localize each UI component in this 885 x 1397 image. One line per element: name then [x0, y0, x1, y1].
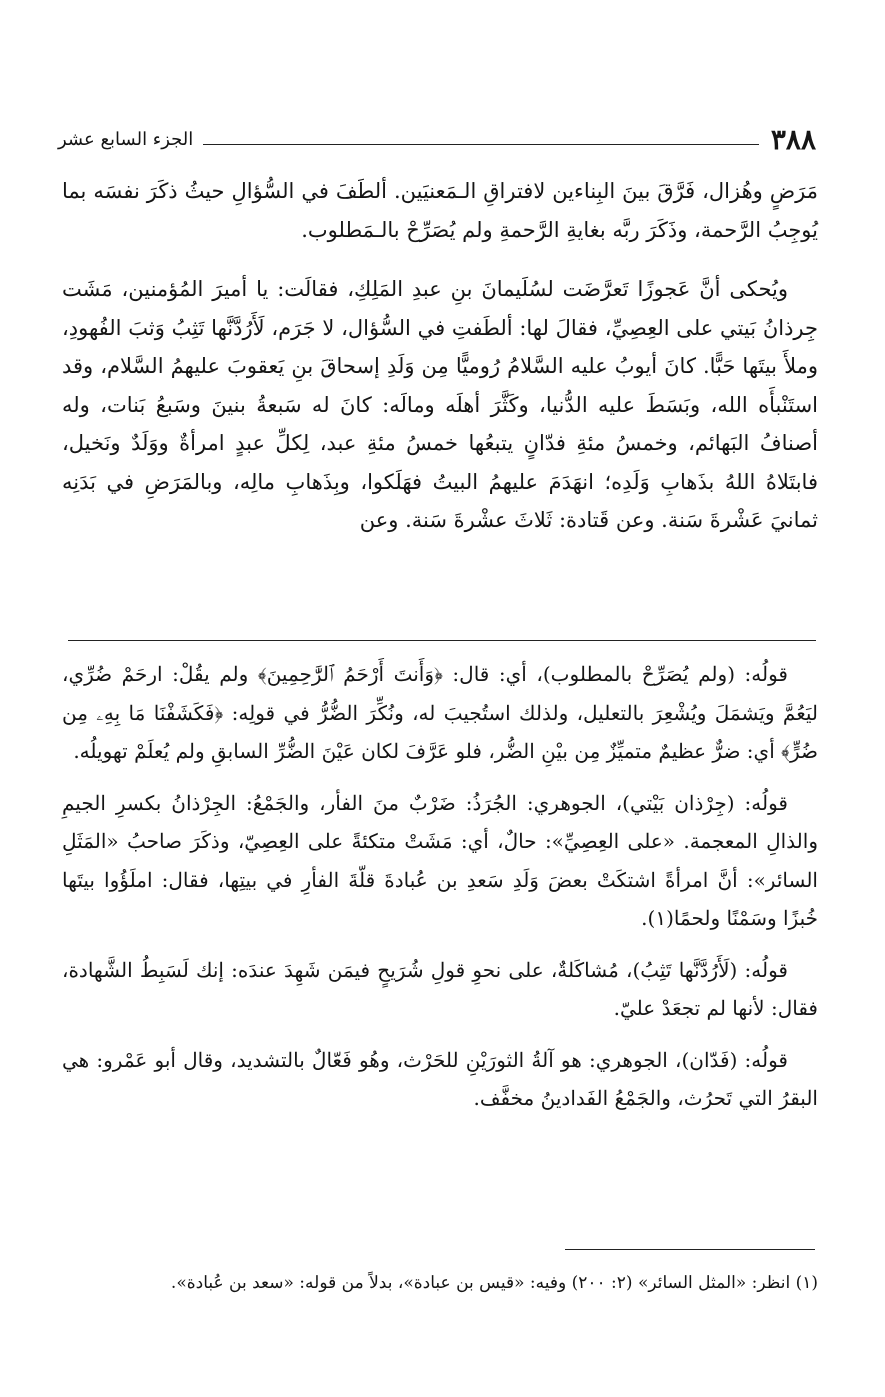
page-header	[58, 116, 816, 162]
commentary-paragraph: قولُه: (ولم يُصَرِّحْ بالمطلوب)، أي: قال: ﴿وَأَنتَ أَرْحَمُ ٱلرَّٰحِمِينَ﴾ ولم يقُلْ: ارحَمْ ضُرِّي، ليَعُمَّ ويَشمَلَ ويُشْعِرَ بالتعليل، ولذلك استُجيبَ له، ونُكِّرَ الضُّرُّ في قولِه: ﴿فَكَشَفْنَا مَا بِهِۦ مِن ضُرٍّ﴾ أي: ضرٌّ عظيمٌ متميِّزٌ مِن بيْنِ الضُّر، فلو عَرَّفَ لكان عَيْنَ الضُّرِّ السابقِ ولم يُعلَمْ تهويلُه.	[62, 662, 818, 763]
main-text	[62, 172, 818, 561]
main-paragraph: مَرَضٍ وهُزال، فَرَّقَ بينَ البِناءين لافتراقِ الـمَعنيَين. ألطَفَ في السُّؤالِ حيثُ ذكَرَ نفسَه بما يُوجِبُ الرَّحمة، وذَكَرَ ربَّه بغايةِ الرَّحمةِ ولم يُصَرِّحْ بالـمَطلوب.	[62, 179, 818, 242]
commentary-paragraph: قولُه: (جِرْذان بَيْتي)، الجوهري: الجُرَذُ: ضَرْبٌ منَ الفأر، والجَمْعُ: الجِرْذانُ بكسرِ الجيمِ والذالِ المعجمة. «على العِصِيِّ»: حالٌ، أي: مَشَتْ متكئةً على العِصِيّ، وذكَرَ صاحبُ «المَثَلِ السائر»: أنَّ امرأةً اشتكَتْ بعضَ وَلَدِ سَعدِ بن عُبادةَ قلّةَ الفأرِ في بيتِها، فقال: املَؤُوا بيتَها خُبزًا وسَمْنًا ولحمًا(١).	[62, 790, 818, 930]
page-number: ٣٨٨	[770, 122, 816, 156]
commentary-paragraph: قولُه: (لَأَرُدَّنَّها تَثِبُ)، مُشاكَلةٌ، على نحوِ قولِ شُرَيحٍ فيمَن شَهِدَ عندَه: إنك لَسَبِطُ الشَّهادة، فقال: لأنها لم تجعَدْ عليّ.	[62, 957, 818, 1020]
main-paragraph: ويُحكى أنَّ عَجوزًا تَعرَّضَت لسُلَيمانَ بنِ عبدِ المَلِكِ، فقالَت: يا أميرَ المُؤمنين، مَشَت جِرذانُ بَيتي على العِصِيِّ، فقالَ لها: ألطَفتِ في السُّؤال، لا جَرَم، لَأَرُدَّنَّها تَثِبُ وَثبَ الفُهودِ، وملأَ بيتَها حَبًّا. كانَ أيوبُ عليه السَّلامُ رُوميًّا مِن وَلَدِ إسحاقَ بنِ يَعقوبَ عليهمُ السَّلام، وقد استَنْبأَه الله، وبَسَطَ عليه الدُّنيا، وكَثَّرَ أهلَه ومالَه: كانَ له سَبعةُ بنينَ وسَبعُ بَنات، وله أصنافُ البَهائم، وخمسُ مئةِ فدّانٍ يتبعُها خمسُ مئةِ عبد، لِكلِّ عبدٍ امرأةٌ ووَلَدٌ ونَخيل، فابتَلاهُ اللهُ بذَهابِ وَلَدِه؛ انهَدَمَ عليهمُ البيتُ فهَلَكوا، وبِذَهابِ مالِه، وبالمَرَضِ في بَدَنِه ثمانيَ عَشْرةَ سَنة. وعن قَتادة: ثَلاثَ عشْرةَ سَنة. وعن	[62, 277, 818, 532]
footnote-divider	[565, 1249, 815, 1250]
running-head: الجزء السابع عشر	[58, 128, 194, 150]
header-rule	[203, 144, 759, 145]
commentary-paragraph: قولُه: (فَدّان)، الجوهري: هو آلةُ الثورَيْنِ للحَرْث، وهُو فَعّالٌ بالتشديد، وقال أبو عَمْرو: هي البقرُ التي تَحرُث، والجَمْعُ الفَدادينُ مخفَّف.	[62, 1047, 818, 1110]
commentary-section	[62, 655, 818, 1131]
footnote: (١) انظر: «المثل السائر» (٢: ٢٠٠) وفيه: «قيس بن عبادة»، بدلاً من قوله: «سعد بن عُبادة».	[170, 1273, 818, 1293]
section-divider	[68, 640, 816, 641]
